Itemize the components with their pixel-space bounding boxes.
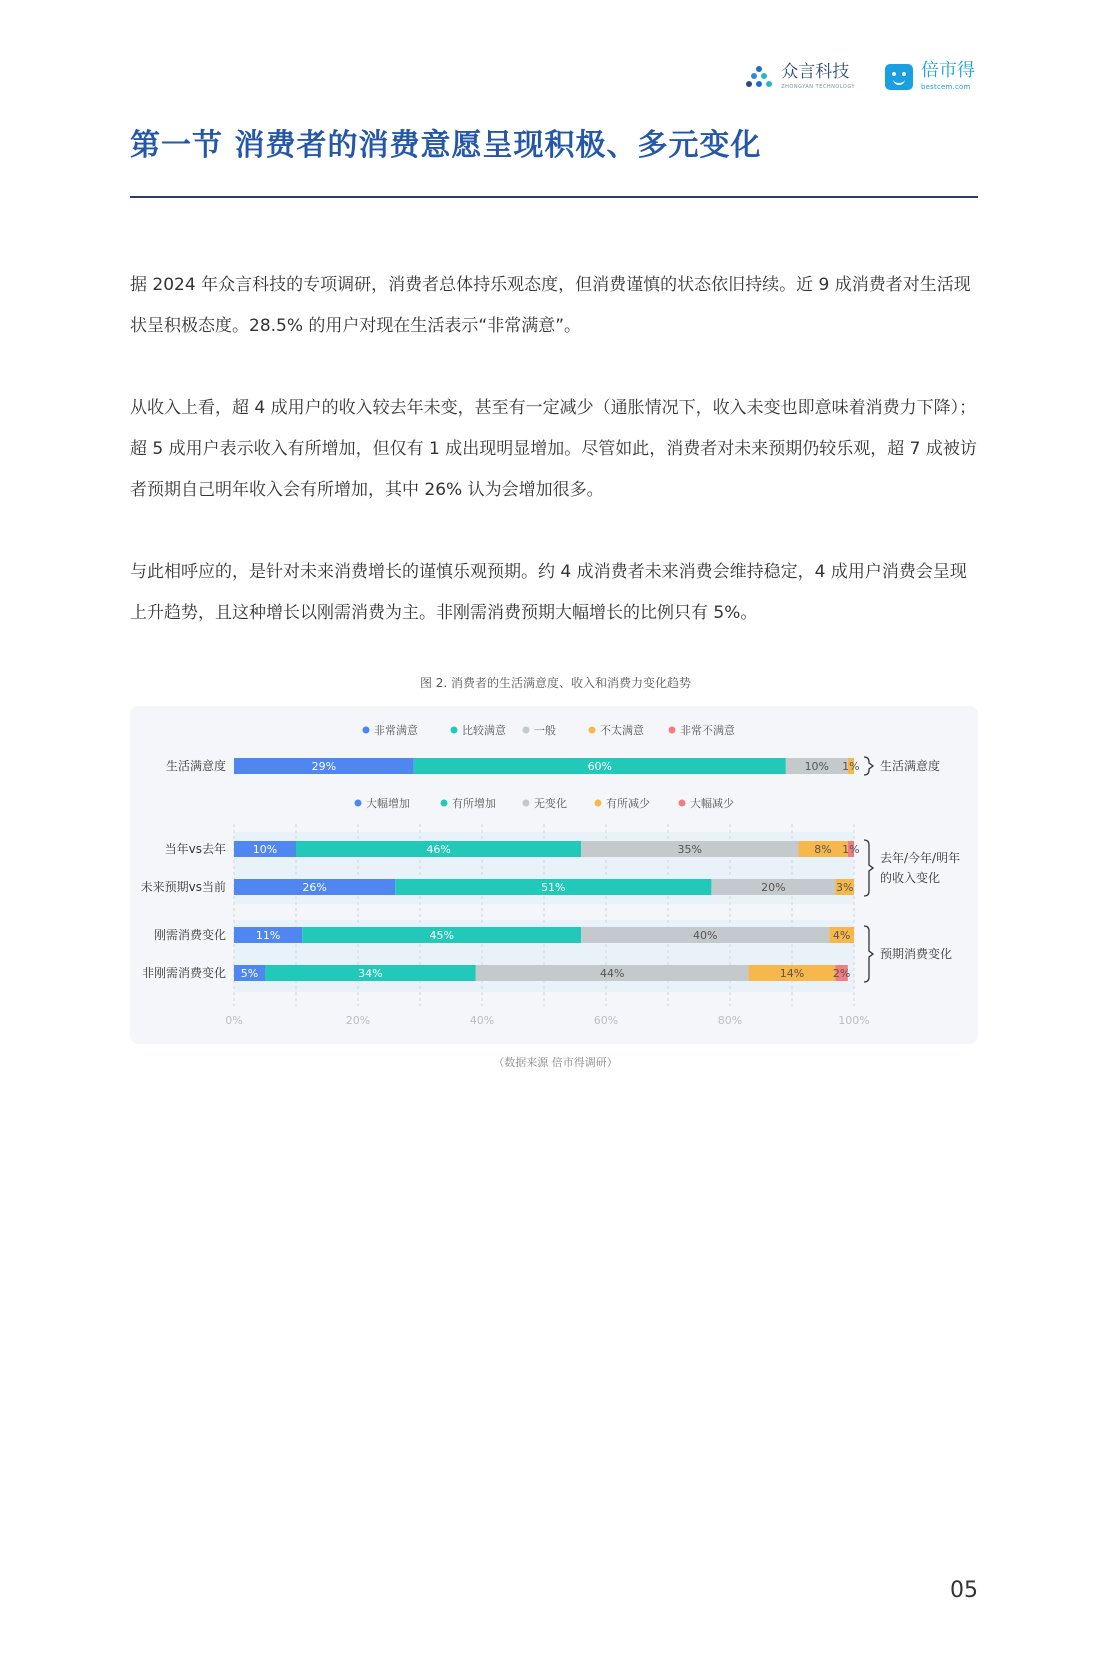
paragraph-3: 与此相呼应的，是针对未来消费增长的谨慎乐观预期。约 4 成消费者未来消费会维持稳定，4 成用户消费会呈现上升趋势，且这种增长以刚需消费为主。非刚需消费预期大幅增长的比例只有 5%。 <box>130 562 967 623</box>
zhongyan-logo-subtitle: ZHONGYAN TECHNOLOGY <box>781 83 855 90</box>
header-logos <box>745 62 975 91</box>
zhongyan-logo-icon <box>745 65 773 89</box>
data-label: 1% <box>842 760 860 773</box>
data-source: （数据来源 倍市得调研） <box>493 1056 618 1069</box>
data-label: 60% <box>587 760 613 773</box>
group-label: 生活满意度 <box>880 759 941 773</box>
legend-mid-marker <box>679 800 686 807</box>
group-bracket <box>864 757 873 775</box>
data-label: 20% <box>761 881 786 894</box>
data-label: 3% <box>835 881 854 894</box>
data-label: 44% <box>599 967 625 980</box>
data-label: 34% <box>358 967 383 980</box>
legend-top-label: 不太满意 <box>600 724 644 737</box>
zhongyan-logo-name: 众言科技 <box>781 61 850 82</box>
legend-top-marker <box>363 727 370 734</box>
row-label: 刚需消费变化 <box>153 928 226 942</box>
group-bracket <box>864 926 873 982</box>
legend-top-label: 非常满意 <box>374 724 418 737</box>
legend-mid-label: 大幅增加 <box>366 797 410 810</box>
data-label: 1% <box>842 843 860 856</box>
data-label: 45% <box>429 929 454 942</box>
page-number: 05 <box>950 1578 978 1603</box>
x-tick-label: 40% <box>469 1014 495 1027</box>
data-label: 35% <box>677 843 702 856</box>
group-label: 预期消费变化 <box>880 947 953 961</box>
bestcem-logo <box>885 62 975 91</box>
legend-mid-label: 有所增加 <box>452 797 496 810</box>
legend-top-marker <box>523 727 530 734</box>
data-label: 29% <box>311 760 337 773</box>
group-bracket <box>864 840 873 896</box>
data-label: 51% <box>541 881 566 894</box>
legend-top-marker <box>589 727 596 734</box>
stacked-bar-chart <box>130 706 978 1044</box>
x-tick-label: 80% <box>717 1014 743 1027</box>
x-tick-label: 0% <box>225 1014 243 1027</box>
data-label: 40% <box>692 929 718 942</box>
title-divider <box>130 196 978 198</box>
row-label: 非刚需消费变化 <box>141 966 226 980</box>
legend-top-label: 一般 <box>534 724 556 737</box>
data-label: 5% <box>240 967 259 980</box>
data-label: 10% <box>804 760 830 773</box>
legend-mid-marker <box>523 800 530 807</box>
data-label: 4% <box>832 929 851 942</box>
legend-top-label: 比较满意 <box>462 724 506 737</box>
legend-mid-label: 大幅减少 <box>690 797 734 810</box>
row-label: 当年vs去年 <box>164 842 226 856</box>
x-tick-label: 100% <box>838 1014 870 1027</box>
legend-mid-marker <box>441 800 448 807</box>
bestcem-logo-icon <box>885 64 913 90</box>
data-label: 8% <box>814 843 832 856</box>
legend-top-marker <box>451 727 458 734</box>
section-title: 第一节 消费者的消费意愿呈现积极、多元变化 <box>130 128 762 163</box>
legend-mid-label: 有所减少 <box>606 797 650 810</box>
legend-top-label: 非常不满意 <box>680 724 735 737</box>
paragraph-1: 据 2024 年众言科技的专项调研，消费者总体持乐观态度，但消费谨慎的状态依旧持续。近 9 成消费者对生活现状呈积极态度。28.5% 的用户对现在生活表示“非常满意”。 <box>130 275 971 336</box>
paragraph-2: 从收入上看，超 4 成用户的收入较去年未变，甚至有一定减少（通胀情况下，收入未变也即意味着消费力下降）；超 5 成用户表示收入有所增加，但仅有 1 成出现明显增加。尽管如此，消费者对未来预期仍较乐观，超 7 成被访者预期自己明年收入会有所增加，其中 26% 认为会增加很多。 <box>130 398 977 500</box>
bestcem-logo-subtitle: bestcem.com <box>921 83 971 91</box>
legend-mid-marker <box>355 800 362 807</box>
zhongyan-logo <box>745 61 855 90</box>
data-label: 26% <box>302 881 327 894</box>
data-label: 10% <box>252 843 278 856</box>
x-tick-label: 60% <box>593 1014 619 1027</box>
x-tick-label: 20% <box>345 1014 371 1027</box>
legend-top-marker <box>669 727 676 734</box>
data-label: 46% <box>426 843 451 856</box>
row-label: 未来预期vs当前 <box>140 880 226 894</box>
bestcem-logo-name: 倍市得 <box>921 60 975 81</box>
group-label: 去年/今年/明年 <box>880 851 961 865</box>
row-label: 生活满意度 <box>165 759 226 773</box>
legend-mid-marker <box>595 800 602 807</box>
data-label: 2% <box>832 967 851 980</box>
chart-panel <box>130 706 978 1044</box>
data-label: 14% <box>779 967 805 980</box>
figure-title: 图 2. 消费者的生活满意度、收入和消费力变化趋势 <box>419 676 692 690</box>
data-label: 11% <box>255 929 281 942</box>
group-label: 的收入变化 <box>880 871 941 885</box>
legend-mid-label: 无变化 <box>534 797 567 810</box>
